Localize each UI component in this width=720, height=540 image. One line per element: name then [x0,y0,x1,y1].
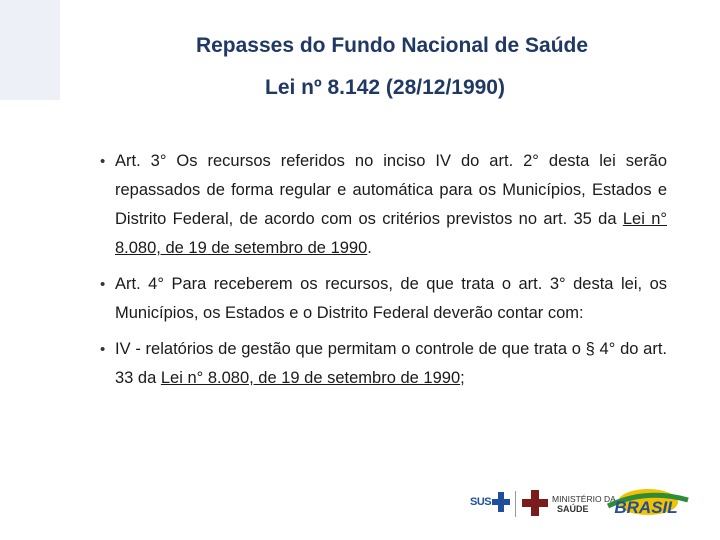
brasil-label: BRASIL [614,498,678,517]
footer-logos [470,488,710,524]
bullet-item-iv [100,335,667,393]
bullet-text: Art. 4° Para receberem os recursos, de que trata o art. 3° desta lei, os Municípios, os Estados e o Distrito Federal deverão contar com: [115,275,667,322]
bullet-text: IV - relatórios de gestão que permitam o controle de que trata o § 4° do art. 33 da [115,340,667,387]
law-link[interactable]: Lei n° 8.080, de 19 de setembro de 1990 [115,210,667,257]
brasil-logo-icon [598,486,694,522]
sus-label: SUS [470,496,492,508]
logo-divider [515,491,516,517]
law-link[interactable]: Lei n° 8.080, de 19 de setembro de 1990 [160,369,461,387]
sus-cross-icon [492,492,510,512]
bullet-text: Art. 3° Os recursos referidos no inciso IV do art. 2° desta lei serão repassados de forma regular e automática para os Municípios, Estados e Distrito Federal, de acordo com os critérios previstos no art. 35 da [115,152,667,228]
ministry-label: MINISTÉRIO DA [552,494,616,504]
bullet-art-4 [100,270,667,328]
slide-body [100,147,667,400]
bullet-suffix: . [367,239,372,257]
slide-subtitle: Lei nº 8.142 (28/12/1990) [265,76,505,99]
ministry-cross-icon [522,490,548,516]
bullet-suffix: ; [460,369,465,387]
slide-title: Repasses do Fundo Nacional de Saúde [195,34,589,57]
bullet-art-3 [100,147,667,263]
ministry-label-saude: SAÚDE [557,504,589,514]
